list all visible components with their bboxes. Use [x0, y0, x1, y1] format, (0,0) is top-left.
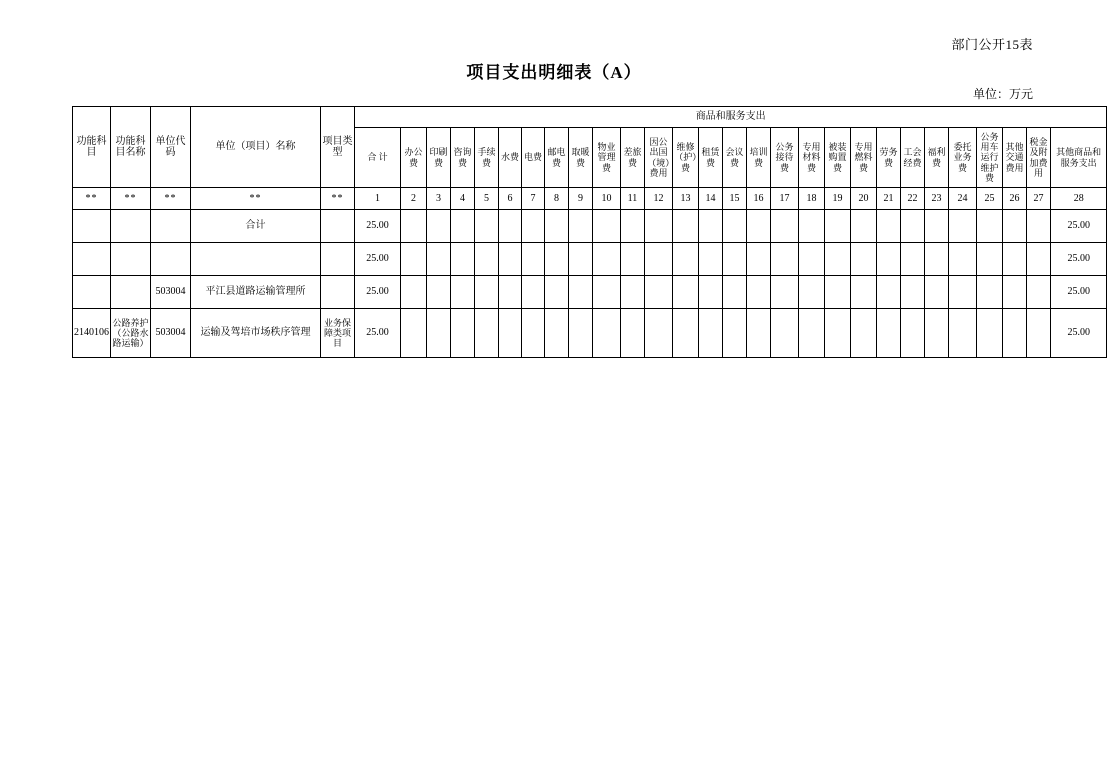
header-uniform-purchase-fee: 被装购置费 [825, 128, 851, 188]
cell-uniform-purchase-fee [825, 309, 851, 358]
cell-total: 25.00 [355, 276, 401, 309]
col-index-3: 3 [427, 188, 451, 210]
cell-property-management-fee [593, 276, 621, 309]
cell-other-goods-services: 25.00 [1051, 243, 1107, 276]
cell-post-telecom-fee [545, 243, 569, 276]
cell-consulting-fee [451, 276, 475, 309]
cell-other-transport-fee [1003, 276, 1027, 309]
col-index-28: 28 [1051, 188, 1107, 210]
star-unit-code: ** [151, 188, 191, 210]
cell-tax-surcharge-fee [1027, 276, 1051, 309]
unit-note: 单位：万元 [972, 87, 1033, 101]
cell-special-fuel-fee [851, 243, 877, 276]
cell-printing-fee [427, 276, 451, 309]
cell-tax-surcharge-fee [1027, 210, 1051, 243]
header-func-name: 功能科目名称 [111, 107, 151, 188]
header-unit-code: 单位代码 [151, 107, 191, 188]
table-column-index-row [73, 188, 1107, 210]
cell-office-fee [401, 210, 427, 243]
cell-official-reception-fee [771, 210, 799, 243]
cell-handling-fee [475, 243, 499, 276]
header-official-reception-fee: 公务接待费 [771, 128, 799, 188]
header-electricity-fee: 电费 [522, 128, 545, 188]
cell-tax-surcharge-fee [1027, 309, 1051, 358]
header-union-funds: 工会经费 [901, 128, 925, 188]
cell-consulting-fee [451, 210, 475, 243]
cell-unit-code [151, 210, 191, 243]
cell-func-code [73, 276, 111, 309]
header-func-code: 功能科目 [73, 107, 111, 188]
cell-union-funds [901, 309, 925, 358]
cell-water-fee [499, 243, 522, 276]
cell-entrusted-business-fee [949, 210, 977, 243]
cell-func-name [111, 276, 151, 309]
col-index-11: 11 [621, 188, 645, 210]
cell-travel-fee [621, 210, 645, 243]
cell-rental-fee [699, 309, 723, 358]
cell-project-type [321, 210, 355, 243]
header-tax-surcharge-fee: 税金及附加费用 [1027, 128, 1051, 188]
table-row [73, 243, 1107, 276]
cell-travel-fee [621, 243, 645, 276]
header-maintenance-fee: 维修（护）费 [673, 128, 699, 188]
header-printing-fee: 印刷费 [427, 128, 451, 188]
cell-meeting-fee [723, 210, 747, 243]
cell-welfare-fee [925, 243, 949, 276]
cell-special-material-fee [799, 210, 825, 243]
cell-heating-fee [569, 309, 593, 358]
header-other-transport-fee: 其他交通费用 [1003, 128, 1027, 188]
cell-office-fee [401, 276, 427, 309]
header-unit-name: 单位（项目）名称 [191, 107, 321, 188]
col-index-25: 25 [977, 188, 1003, 210]
cell-func-code [73, 210, 111, 243]
cell-union-funds [901, 243, 925, 276]
col-index-22: 22 [901, 188, 925, 210]
cell-post-telecom-fee [545, 309, 569, 358]
cell-heating-fee [569, 276, 593, 309]
header-property-management-fee: 物业管理费 [593, 128, 621, 188]
cell-training-fee [747, 210, 771, 243]
cell-heating-fee [569, 210, 593, 243]
cell-project-type [321, 276, 355, 309]
cell-func-code [73, 243, 111, 276]
col-index-21: 21 [877, 188, 901, 210]
cell-post-telecom-fee [545, 210, 569, 243]
cell-func-code: 2140106 [73, 309, 111, 358]
cell-water-fee [499, 210, 522, 243]
cell-property-management-fee [593, 243, 621, 276]
cell-office-fee [401, 243, 427, 276]
cell-printing-fee [427, 210, 451, 243]
header-office-fee: 办公费 [401, 128, 427, 188]
header-entrusted-business-fee: 委托业务费 [949, 128, 977, 188]
col-index-4: 4 [451, 188, 475, 210]
cell-consulting-fee [451, 309, 475, 358]
cell-other-transport-fee [1003, 243, 1027, 276]
cell-union-funds [901, 276, 925, 309]
cell-total: 25.00 [355, 309, 401, 358]
cell-maintenance-fee [673, 276, 699, 309]
cell-unit-code [151, 243, 191, 276]
col-index-6: 6 [499, 188, 522, 210]
col-index-15: 15 [723, 188, 747, 210]
cell-other-goods-services: 25.00 [1051, 309, 1107, 358]
col-index-13: 13 [673, 188, 699, 210]
cell-handling-fee [475, 309, 499, 358]
cell-official-reception-fee [771, 309, 799, 358]
star-unit-name: ** [191, 188, 321, 210]
cell-unit-code: 503004 [151, 309, 191, 358]
cell-electricity-fee [522, 309, 545, 358]
cell-unit-code: 503004 [151, 276, 191, 309]
cell-official-vehicle-fee [977, 276, 1003, 309]
header-special-fuel-fee: 专用燃料费 [851, 128, 877, 188]
cell-official-vehicle-fee [977, 210, 1003, 243]
header-project-type: 项目类型 [321, 107, 355, 188]
header-post-telecom-fee: 邮电费 [545, 128, 569, 188]
cell-rental-fee [699, 243, 723, 276]
cell-project-type [321, 243, 355, 276]
col-index-9: 9 [569, 188, 593, 210]
col-index-12: 12 [645, 188, 673, 210]
document-tag: 部门公开15表 [951, 37, 1033, 52]
cell-water-fee [499, 309, 522, 358]
cell-overseas-fee [645, 276, 673, 309]
star-func-name: ** [111, 188, 151, 210]
table-header-group-row [73, 107, 1107, 128]
col-index-7: 7 [522, 188, 545, 210]
cell-special-fuel-fee [851, 276, 877, 309]
col-index-5: 5 [475, 188, 499, 210]
cell-overseas-fee [645, 210, 673, 243]
cell-uniform-purchase-fee [825, 210, 851, 243]
cell-printing-fee [427, 309, 451, 358]
header-total: 合 计 [355, 128, 401, 188]
col-index-27: 27 [1027, 188, 1051, 210]
cell-unit-name: 平江县道路运输管理所 [191, 276, 321, 309]
header-meeting-fee: 会议费 [723, 128, 747, 188]
cell-welfare-fee [925, 210, 949, 243]
cell-unit-name: 运输及驾培市场秩序管理 [191, 309, 321, 358]
cell-labor-fee [877, 210, 901, 243]
header-rental-fee: 租赁费 [699, 128, 723, 188]
cell-handling-fee [475, 210, 499, 243]
cell-training-fee [747, 276, 771, 309]
page-title: 项目支出明细表（A） [466, 63, 642, 82]
header-consulting-fee: 咨询费 [451, 128, 475, 188]
cell-entrusted-business-fee [949, 243, 977, 276]
col-index-23: 23 [925, 188, 949, 210]
cell-maintenance-fee [673, 243, 699, 276]
expenditure-table-wrapper [72, 106, 1102, 358]
header-travel-fee: 差旅费 [621, 128, 645, 188]
cell-total: 25.00 [355, 243, 401, 276]
cell-func-name [111, 243, 151, 276]
col-index-8: 8 [545, 188, 569, 210]
star-project-type: ** [321, 188, 355, 210]
header-overseas-fee: 因公出国（境）费用 [645, 128, 673, 188]
cell-post-telecom-fee [545, 276, 569, 309]
cell-official-reception-fee [771, 243, 799, 276]
col-index-19: 19 [825, 188, 851, 210]
cell-overseas-fee [645, 309, 673, 358]
cell-travel-fee [621, 276, 645, 309]
expenditure-table [72, 106, 1107, 358]
cell-training-fee [747, 309, 771, 358]
cell-overseas-fee [645, 243, 673, 276]
header-other-goods-services: 其他商品和服务支出 [1051, 128, 1107, 188]
col-index-26: 26 [1003, 188, 1027, 210]
cell-special-fuel-fee [851, 210, 877, 243]
header-handling-fee: 手续费 [475, 128, 499, 188]
cell-official-reception-fee [771, 276, 799, 309]
cell-rental-fee [699, 210, 723, 243]
cell-unit-name [191, 243, 321, 276]
cell-unit-name: 合计 [191, 210, 321, 243]
cell-total: 25.00 [355, 210, 401, 243]
col-index-14: 14 [699, 188, 723, 210]
cell-handling-fee [475, 276, 499, 309]
cell-special-material-fee [799, 276, 825, 309]
cell-property-management-fee [593, 210, 621, 243]
cell-electricity-fee [522, 210, 545, 243]
cell-water-fee [499, 276, 522, 309]
header-labor-fee: 劳务费 [877, 128, 901, 188]
col-index-10: 10 [593, 188, 621, 210]
cell-maintenance-fee [673, 210, 699, 243]
cell-other-goods-services: 25.00 [1051, 210, 1107, 243]
cell-travel-fee [621, 309, 645, 358]
cell-entrusted-business-fee [949, 309, 977, 358]
cell-printing-fee [427, 243, 451, 276]
cell-rental-fee [699, 276, 723, 309]
cell-training-fee [747, 243, 771, 276]
cell-official-vehicle-fee [977, 309, 1003, 358]
col-index-20: 20 [851, 188, 877, 210]
cell-entrusted-business-fee [949, 276, 977, 309]
cell-special-material-fee [799, 243, 825, 276]
cell-other-transport-fee [1003, 210, 1027, 243]
header-welfare-fee: 福利费 [925, 128, 949, 188]
cell-welfare-fee [925, 309, 949, 358]
cell-electricity-fee [522, 243, 545, 276]
cell-welfare-fee [925, 276, 949, 309]
cell-labor-fee [877, 243, 901, 276]
col-index-2: 2 [401, 188, 427, 210]
header-special-material-fee: 专用材料费 [799, 128, 825, 188]
table-row [73, 210, 1107, 243]
cell-uniform-purchase-fee [825, 243, 851, 276]
table-row [73, 276, 1107, 309]
cell-func-name: 公路养护（公路水路运输） [111, 309, 151, 358]
header-water-fee: 水费 [499, 128, 522, 188]
cell-uniform-purchase-fee [825, 276, 851, 309]
cell-meeting-fee [723, 243, 747, 276]
header-heating-fee: 取暖费 [569, 128, 593, 188]
cell-union-funds [901, 210, 925, 243]
cell-labor-fee [877, 309, 901, 358]
table-row [73, 309, 1107, 358]
cell-labor-fee [877, 276, 901, 309]
cell-official-vehicle-fee [977, 243, 1003, 276]
star-func-code: ** [73, 188, 111, 210]
header-goods-services-group: 商品和服务支出 [355, 107, 1107, 128]
col-index-16: 16 [747, 188, 771, 210]
cell-property-management-fee [593, 309, 621, 358]
col-index-18: 18 [799, 188, 825, 210]
header-official-vehicle-fee: 公务用车运行维护费 [977, 128, 1003, 188]
cell-special-fuel-fee [851, 309, 877, 358]
cell-meeting-fee [723, 276, 747, 309]
cell-heating-fee [569, 243, 593, 276]
cell-other-goods-services: 25.00 [1051, 276, 1107, 309]
col-index-1: 1 [355, 188, 401, 210]
cell-other-transport-fee [1003, 309, 1027, 358]
cell-consulting-fee [451, 243, 475, 276]
cell-func-name [111, 210, 151, 243]
cell-special-material-fee [799, 309, 825, 358]
header-training-fee: 培训费 [747, 128, 771, 188]
cell-tax-surcharge-fee [1027, 243, 1051, 276]
col-index-17: 17 [771, 188, 799, 210]
col-index-24: 24 [949, 188, 977, 210]
cell-meeting-fee [723, 309, 747, 358]
cell-maintenance-fee [673, 309, 699, 358]
cell-project-type: 业务保障类项目 [321, 309, 355, 358]
cell-electricity-fee [522, 276, 545, 309]
cell-office-fee [401, 309, 427, 358]
